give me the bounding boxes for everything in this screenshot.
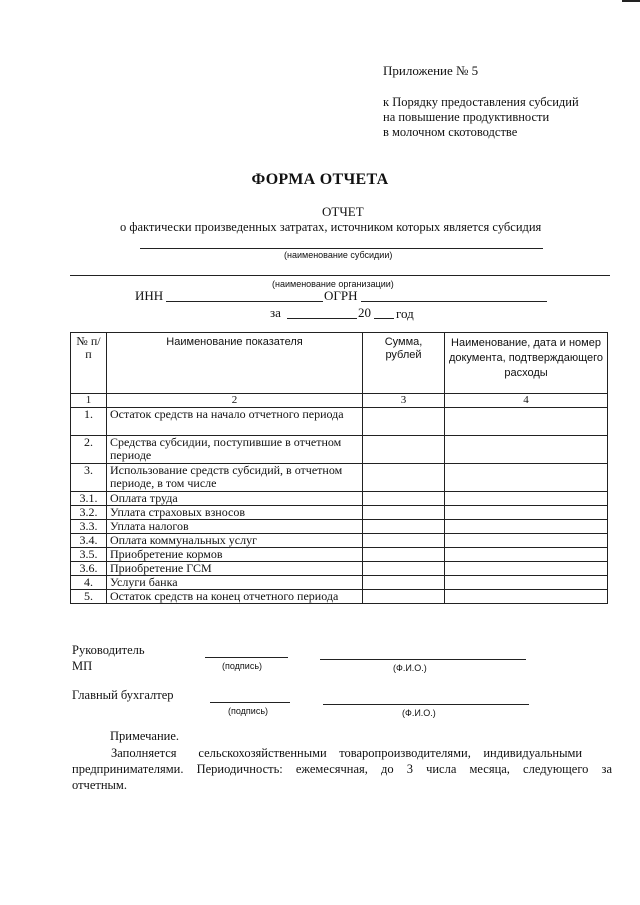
row-indicator: Оплата коммунальных услуг [107,534,363,548]
row-document-cell[interactable] [445,534,608,548]
column-number-3: 3 [363,394,445,408]
period-for-label: за [270,305,281,320]
purpose-line-1: к Порядку предоставления субсидий [383,95,579,109]
inn-label: ИНН [135,288,164,303]
row-number: 3.5. [71,548,107,562]
head-name-line[interactable] [320,659,526,660]
row-amount-cell[interactable] [363,590,445,604]
ogrn-label: ОГРН [324,288,358,303]
row-indicator: Услуги банка [107,576,363,590]
row-number: 1. [71,408,107,436]
column-number-2: 2 [107,394,363,408]
row-document-cell[interactable] [445,520,608,534]
row-amount-cell[interactable] [363,492,445,506]
head-label: Руководитель [72,643,145,657]
row-number: 2. [71,436,107,464]
row-amount-cell[interactable] [363,562,445,576]
subsidy-name-line[interactable] [140,248,543,249]
row-number: 3. [71,464,107,492]
row-amount-cell[interactable] [363,520,445,534]
column-number-1: 1 [71,394,107,408]
row-indicator: Уплата страховых взносов [107,506,363,520]
accountant-name-caption: (Ф.И.О.) [402,708,436,718]
table-row [71,576,608,590]
row-indicator: Оплата труда [107,492,363,506]
table-row [71,534,608,548]
org-caption: (наименование организации) [272,279,394,289]
table-row [71,548,608,562]
row-number: 3.6. [71,562,107,576]
ogrn-field[interactable] [361,301,547,302]
head-name-caption: (Ф.И.О.) [393,663,427,673]
period-year-prefix: 20 [358,305,371,320]
report-table [70,332,608,604]
period-field[interactable] [287,318,357,319]
header-document: Наименование, дата и номер документа, подтверждающего расходы [445,333,608,394]
row-document-cell[interactable] [445,492,608,506]
column-numbers-row [71,394,608,408]
header-number: № п/п [71,333,107,394]
note-text [72,745,616,793]
table-row [71,492,608,506]
row-document-cell[interactable] [445,548,608,562]
row-document-cell[interactable] [445,436,608,464]
stamp-label: МП [72,659,93,673]
table-row [71,464,608,492]
row-number: 3.1. [71,492,107,506]
purpose-line-2: на повышение продуктивности [383,110,550,124]
table-row [71,408,608,436]
purpose-line-3: в молочном скотоводстве [383,125,518,139]
table-header-row [71,333,608,394]
row-document-cell[interactable] [445,408,608,436]
accountant-name-line[interactable] [323,704,529,705]
row-amount-cell[interactable] [363,534,445,548]
note-label: Примечание. [110,729,180,743]
accountant-label: Главный бухгалтер [72,688,174,702]
report-word: ОТЧЕТ [322,204,364,219]
row-amount-cell[interactable] [363,436,445,464]
row-document-cell[interactable] [445,562,608,576]
row-document-cell[interactable] [445,464,608,492]
corner-mark [622,0,640,2]
period-year-word: год [396,306,414,321]
row-indicator: Уплата налогов [107,520,363,534]
table-row [71,436,608,464]
org-name-line[interactable] [70,275,610,276]
row-indicator: Остаток средств на начало отчетного периода [107,408,363,436]
column-number-4: 4 [445,394,608,408]
row-amount-cell[interactable] [363,576,445,590]
row-document-cell[interactable] [445,576,608,590]
row-number: 3.2. [71,506,107,520]
note-text-first-line: Заполняется сельскохозяйственными товаропроизводителями, индивидуальными [111,746,583,760]
form-title: ФОРМА ОТЧЕТА [251,171,389,188]
table-row [71,506,608,520]
report-description: о фактически произведенных затратах, источником которых является субсидия [120,220,542,234]
header-indicator: Наименование показателя [107,333,363,394]
table-row [71,520,608,534]
row-document-cell[interactable] [445,506,608,520]
period-year-field[interactable] [374,318,394,319]
row-indicator: Приобретение кормов [107,548,363,562]
appendix-purpose [383,95,579,140]
accountant-sign-caption: (подпись) [228,706,269,716]
head-signature-line[interactable] [205,657,288,658]
row-indicator: Приобретение ГСМ [107,562,363,576]
row-indicator: Средства субсидии, поступившие в отчетном периоде [107,436,363,464]
row-indicator: Остаток средств на конец отчетного периода [107,590,363,604]
row-indicator: Использование средств субсидий, в отчетном периоде, в том числе [107,464,363,492]
accountant-signature-line[interactable] [210,702,290,703]
header-amount: Сумма, рублей [363,333,445,394]
appendix-number: Приложение № 5 [383,63,479,78]
row-number: 3.3. [71,520,107,534]
table-row [71,562,608,576]
subsidy-caption: (наименование субсидии) [284,250,393,260]
row-document-cell[interactable] [445,590,608,604]
row-number: 5. [71,590,107,604]
row-number: 3.4. [71,534,107,548]
inn-field[interactable] [166,301,323,302]
note-text-rest: предпринимателями. Периодичность: ежемесячная, до 3 числа месяца, следующего за отчетным. [72,762,616,792]
table-row [71,590,608,604]
row-number: 4. [71,576,107,590]
head-sign-caption: (подпись) [222,661,263,671]
row-amount-cell[interactable] [363,548,445,562]
row-amount-cell[interactable] [363,506,445,520]
row-amount-cell[interactable] [363,464,445,492]
row-amount-cell[interactable] [363,408,445,436]
